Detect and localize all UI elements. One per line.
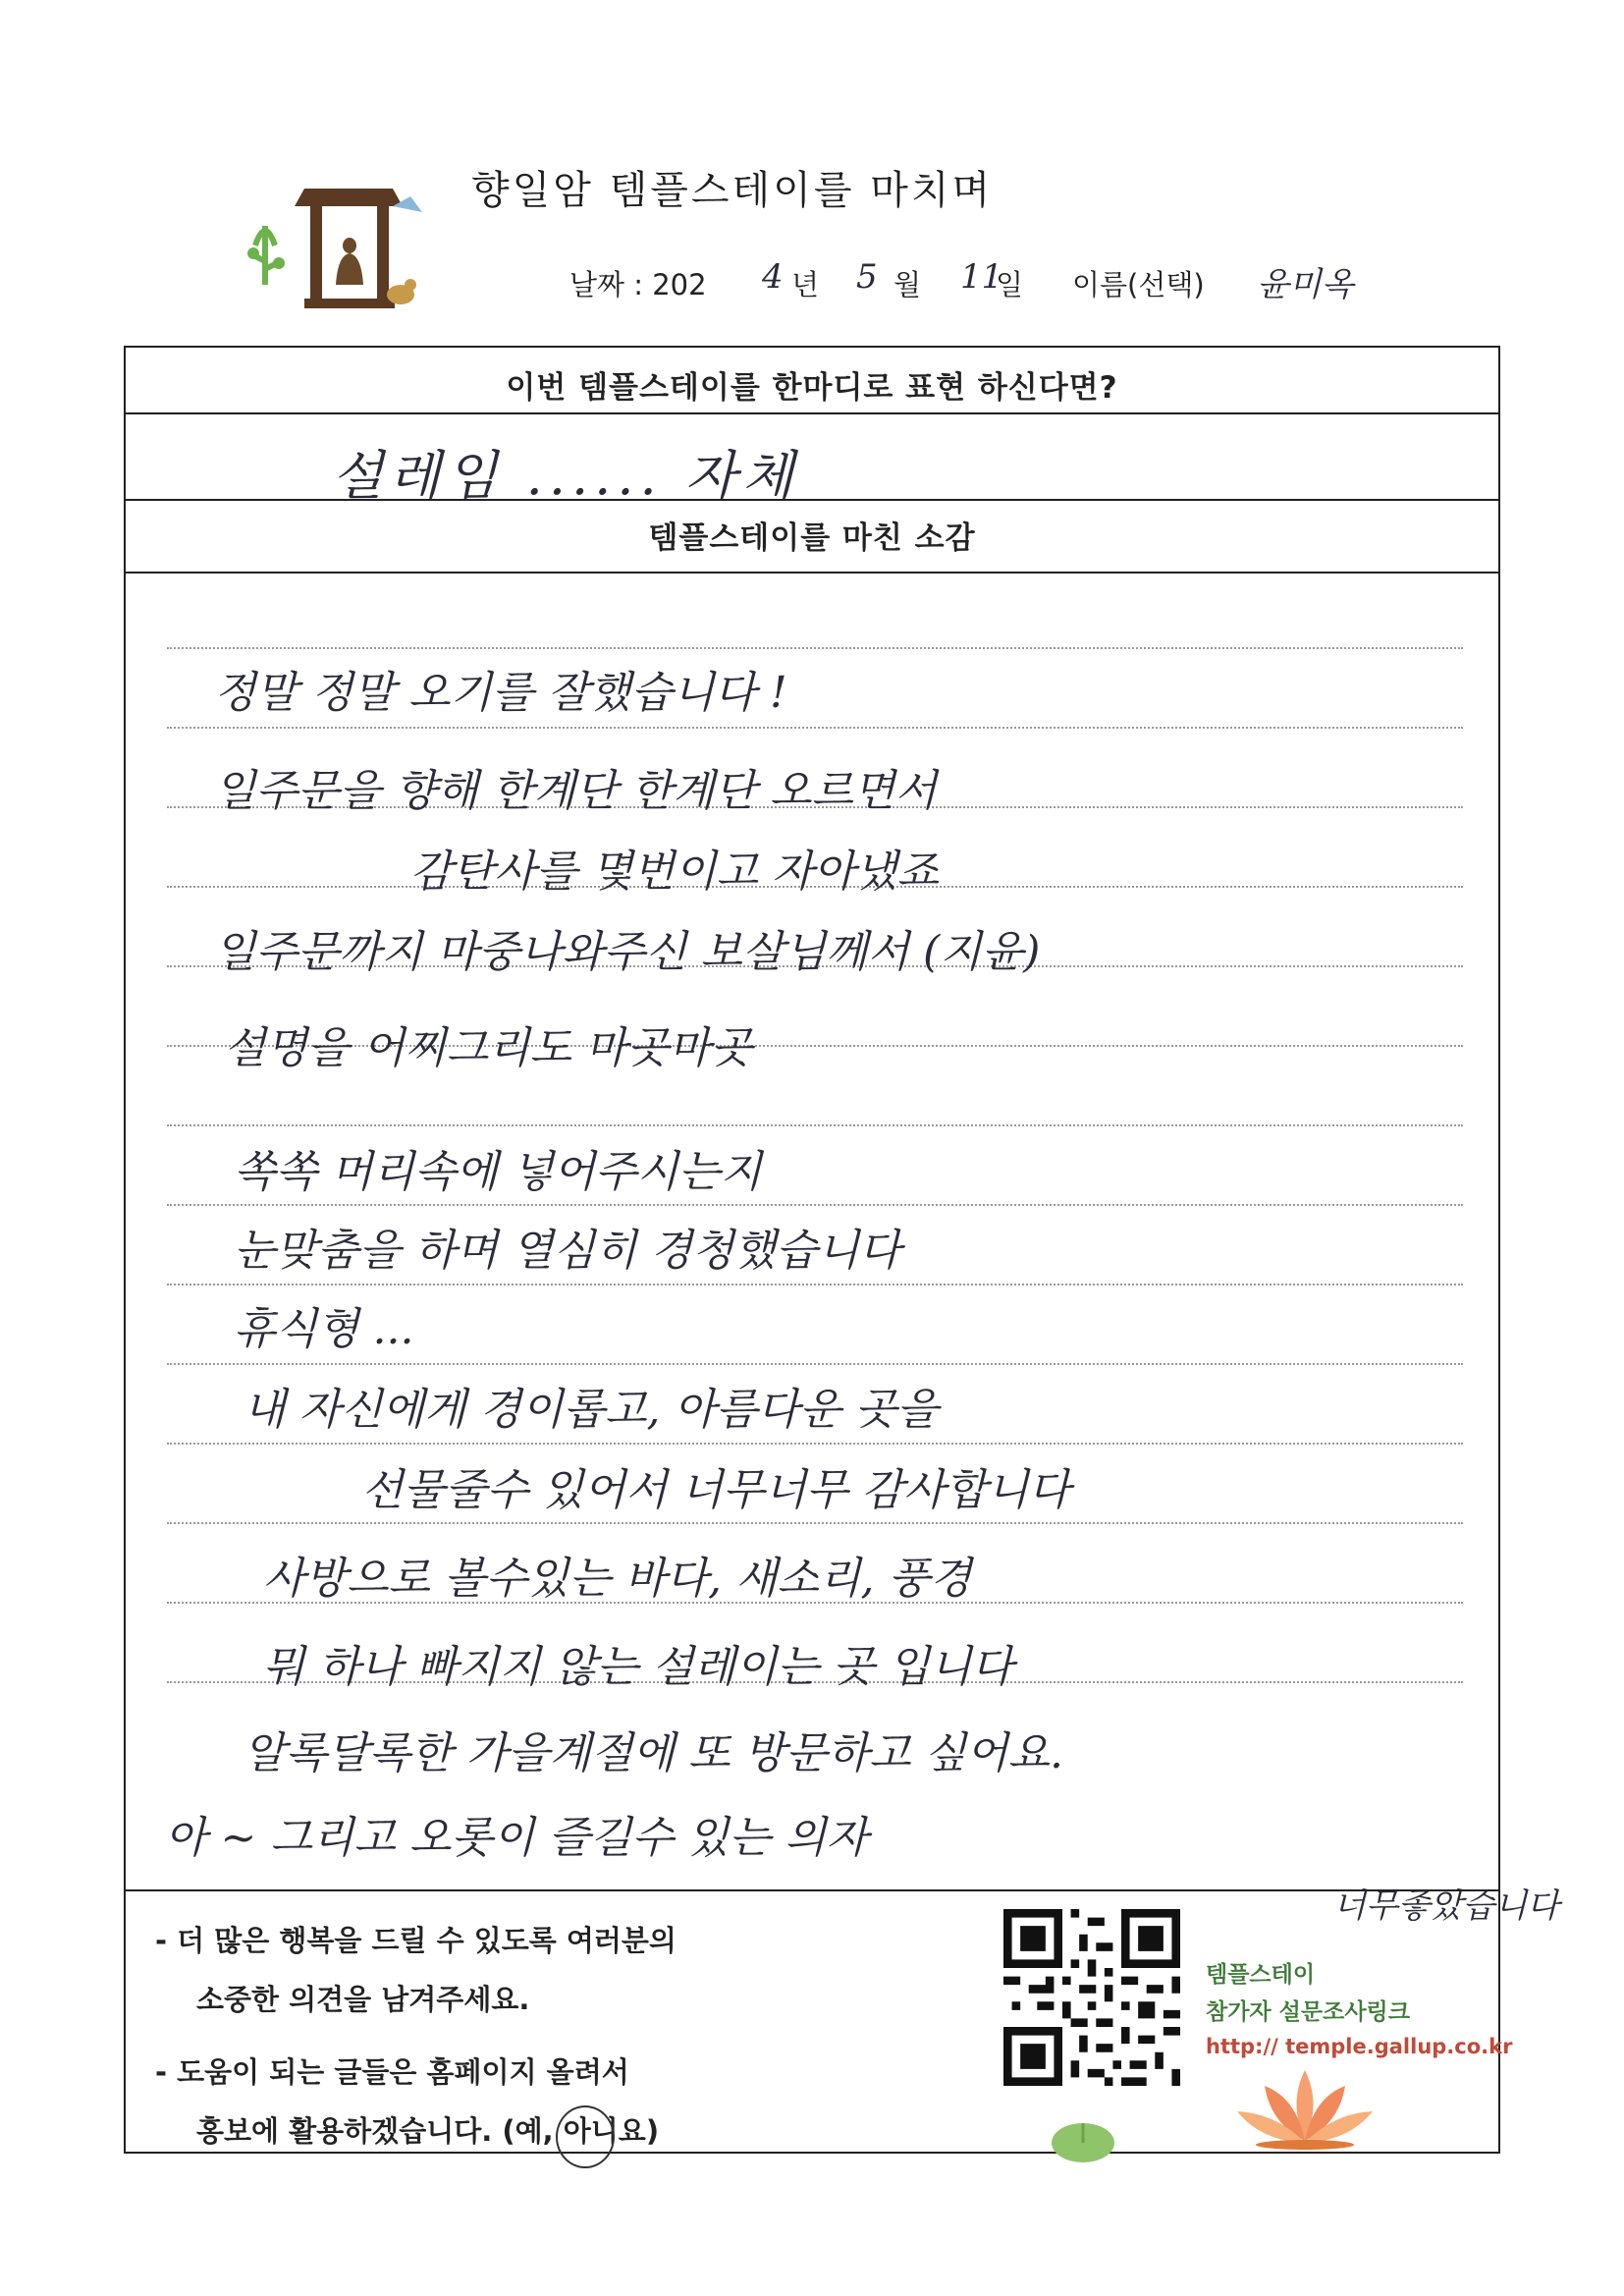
date-year-digit: 4 xyxy=(762,257,784,297)
lotus-leaf-icon xyxy=(1049,2119,1117,2164)
ruled-line xyxy=(167,1284,1463,1285)
page-title: 향일암 템플스테이를 마치며 xyxy=(471,168,994,213)
impression-line: 정말 정말 오기를 잘했습니다 ! xyxy=(214,668,787,718)
footer-note: 소중한 의견을 남겨주세요. xyxy=(196,1983,530,2016)
impression-line: 일주문까지 마중나와주신 보살님께서 (지윤) xyxy=(214,927,1041,977)
footer-note: - 도움이 되는 글들은 홈페이지 올려서 xyxy=(155,2055,629,2089)
footer-note: - 더 많은 행복을 드릴 수 있도록 여러분의 xyxy=(155,1924,677,1957)
year-suffix: 년 xyxy=(791,268,820,301)
form-frame xyxy=(124,346,1559,2154)
impression-line: 쏙쏙 머리속에 넣어주시는지 xyxy=(234,1147,763,1197)
divider xyxy=(126,1889,1498,1891)
impression-line: 선물줄수 있어서 너무너무 감사합니다 xyxy=(361,1465,1071,1515)
consent-no-option[interactable]: 아니요) xyxy=(563,2114,660,2148)
yes-circle-mark xyxy=(556,2105,615,2168)
footer-note-prefix: 홍보에 활용하겠습니다. xyxy=(196,2114,493,2148)
day-suffix: 일 xyxy=(996,268,1024,301)
question2-heading: 템플스테이를 마친 소감 xyxy=(648,520,976,556)
month-suffix: 월 xyxy=(893,268,922,301)
impression-line: 설명을 어찌그리도 마곳마곳 xyxy=(224,1023,753,1073)
impression-line: 일주문을 향해 한계단 한계단 오르면서 xyxy=(214,766,938,816)
name-value: 윤미옥 xyxy=(1257,265,1354,304)
question1-answer: 설레임 ...... 자체 xyxy=(332,445,800,507)
survey-link[interactable]: http:// temple.gallup.co.kr xyxy=(1206,2035,1513,2058)
impression-line: 알록달록한 가을계절에 또 방문하고 싶어요. xyxy=(244,1728,1064,1778)
survey-label: 템플스테이 xyxy=(1206,1962,1316,1988)
temple-shrine-icon xyxy=(245,177,422,314)
impression-line: 눈맞춤을 하며 열심히 경청했습니다 xyxy=(234,1226,901,1276)
ruled-line xyxy=(167,1522,1463,1524)
impression-line: 너무좋았습니다 xyxy=(1333,1886,1559,1926)
impression-line: 아 ~ 그리고 오롯이 즐길수 있는 의자 xyxy=(165,1813,868,1863)
ruled-line xyxy=(167,647,1463,649)
ruled-line xyxy=(167,1204,1463,1206)
date-month: 5 xyxy=(856,257,878,297)
date-name-row xyxy=(569,257,1551,308)
consent-yes-option[interactable]: (예, xyxy=(502,2114,554,2148)
question1-heading: 이번 템플스테이를 한마디로 표현 하신다면? xyxy=(506,370,1118,406)
ruled-line xyxy=(167,1363,1463,1365)
date-day: 11 xyxy=(960,257,1003,297)
divider xyxy=(126,572,1498,574)
impression-line: 뭐 하나 빠지지 않는 설레이는 곳 입니다 xyxy=(263,1642,1013,1692)
impression-line: 사방으로 볼수있는 바다, 새소리, 풍경 xyxy=(263,1554,972,1604)
ruled-line xyxy=(167,1443,1463,1445)
name-label: 이름(선택) xyxy=(1072,268,1205,301)
qr-code-icon[interactable] xyxy=(1003,1909,1180,2086)
ruled-line xyxy=(167,727,1463,729)
impression-line: 휴식형 ... xyxy=(234,1304,414,1354)
impression-line: 감탄사를 몇번이고 자아냈죠 xyxy=(410,847,940,897)
date-label: 날짜 : 202 xyxy=(569,268,707,301)
divider xyxy=(126,499,1498,501)
ruled-line xyxy=(167,1124,1463,1126)
impression-line: 내 자신에게 경이롭고, 아름다운 곳을 xyxy=(244,1385,939,1435)
divider xyxy=(126,412,1498,414)
lotus-icon xyxy=(1231,2064,1379,2151)
survey-label: 참가자 설문조사링크 xyxy=(1206,1999,1410,2025)
